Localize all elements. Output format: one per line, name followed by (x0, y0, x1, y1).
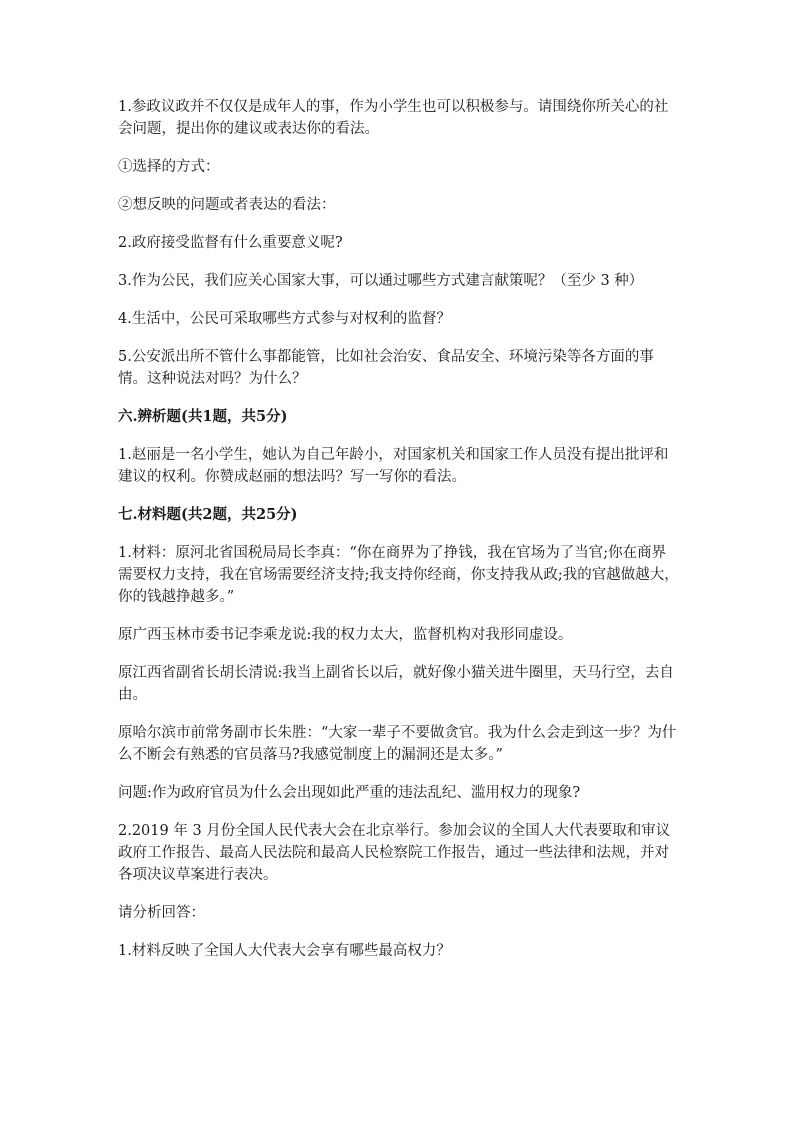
document-page (118, 96, 680, 978)
material-question-1: 问题:作为政府官员为什么会出现如此严重的违法乱纪、滥用权力的现象? (118, 785, 581, 801)
question-3-prompt: 3.作为公民，我们应关心国家大事，可以通过哪些方式建言献策呢？（至少 3 种） (118, 273, 644, 289)
analysis-instruction: 请分析回答： (118, 905, 205, 921)
material-quote-zhu-sheng: 原哈尔滨市前常务副市长朱胜：“大家一辈子不要做贪官。我为什么会走到这一步？为什么不断会有熟悉的官员落马?我感觉制度上的漏洞还是太多。” (118, 725, 677, 763)
material-question-2-text: 2.2019 年 3 月份全国人民代表大会在北京举行。参加会议的全国人大代表要取和审议政府工作报告、最高人民法院和最高人民检察院工作报告，通过一些法律和法规，并对各项决议草案进行表决。 (118, 823, 671, 883)
section-heading-material: 七.材料题(共2题，共25分) (118, 506, 298, 523)
material-quote-li-zhen: 1.材料：原河北省国税局局长李真：“你在商界为了挣钱，我在官场为了当官;你在商界需要权力支持，我在官场需要经济支持;我支持你经商，你支持我从政;我的官越做越大，你的钱越挣越多。” (118, 545, 679, 605)
material-quote-li-chenglong: 原广西玉林市委书记李乘龙说:我的权力太大，监督机构对我形同虚设。 (118, 627, 573, 643)
analysis-question-1: 1.赵丽是一名小学生，她认为自己年龄小，对国家机关和国家工作人员没有提出批评和建议的权利。你赞成赵丽的想法吗？写一写你的看法。 (118, 447, 669, 485)
question-2-prompt: 2.政府接受监督有什么重要意义呢? (118, 235, 343, 251)
section-heading-analysis: 六.辨析题(共1题，共5分) (118, 408, 288, 425)
question-5-prompt: 5.公安派出所不管什么事都能管，比如社会治安、食品安全、环境污染等各方面的事情。这种说法对吗？为什么？ (118, 349, 654, 387)
question-1-prompt: 1.参政议政并不仅仅是成年人的事，作为小学生也可以积极参与。请围绕你所关心的社会问题，提出你的建议或表达你的看法。 (118, 99, 669, 137)
answer-line-opinion: ②想反映的问题或者表达的看法： (118, 197, 336, 213)
question-4-prompt: 4.生活中，公民可采取哪些方式参与对权利的监督？ (118, 311, 451, 327)
sub-question-1: 1.材料反映了全国人大代表大会享有哪些最高权力？ (118, 943, 451, 959)
material-quote-hu-changqing: 原江西省副省长胡长清说:我当上副省长以后，就好像小猫关进牛圈里，天马行空，去自由。 (118, 665, 674, 703)
answer-line-method: ①选择的方式： (118, 159, 220, 175)
